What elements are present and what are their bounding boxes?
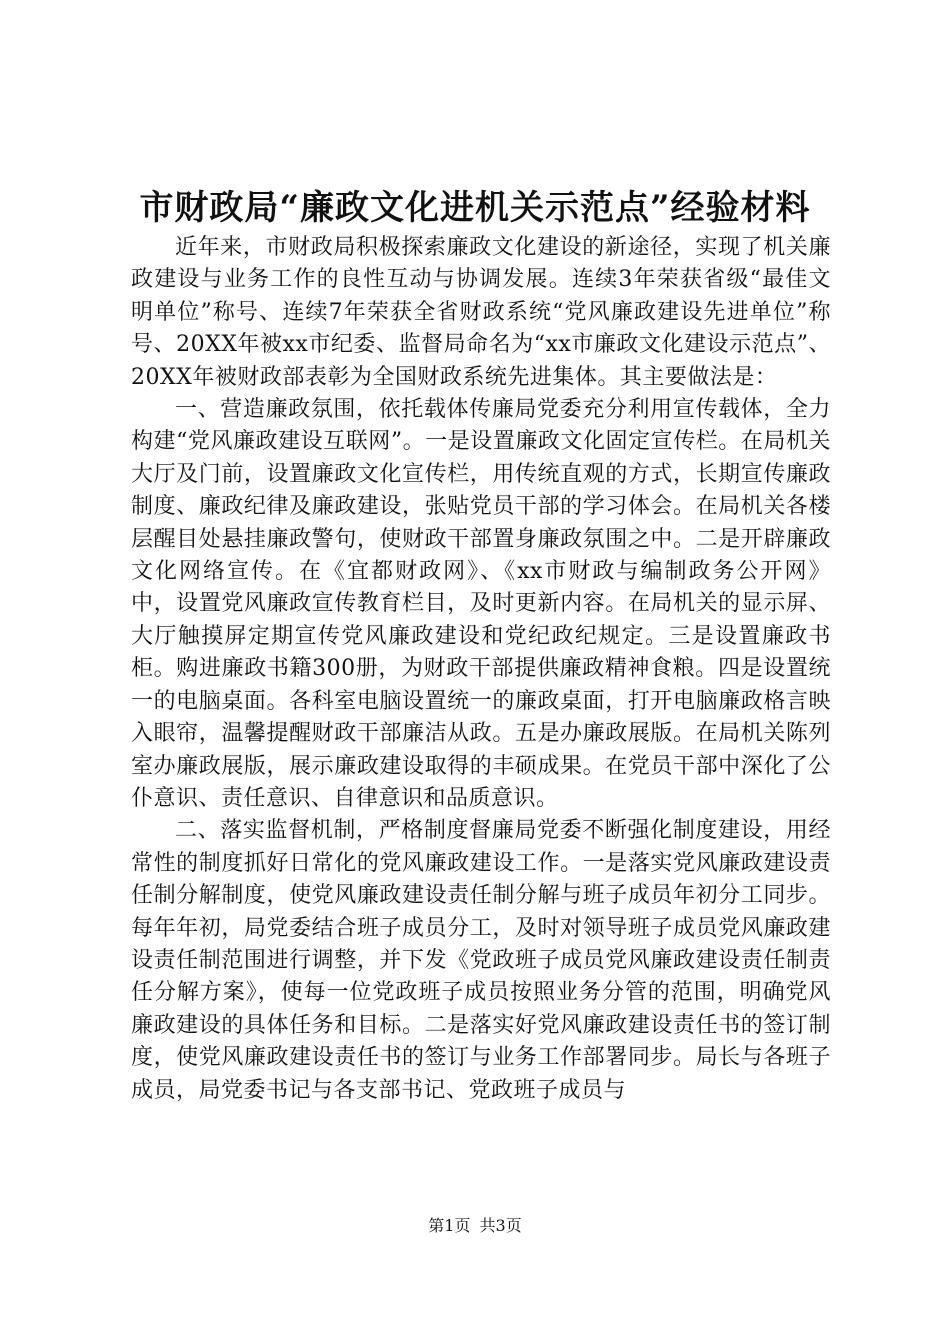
page-number: 第1页	[428, 1216, 471, 1235]
document-body	[131, 232, 831, 1107]
paragraph-section-one: 一、营造廉政氛围，依托载体传廉局党委充分利用宣传载体，全力构建“党风廉政建设互联网”。一是设置廉政文化固定宣传栏。在局机关大厅及门前，设置廉政文化宣传栏，用传统直观的方式，长期宣传廉政制度、廉政纪律及廉政建设，张贴党员干部的学习体会。在局机关各楼层醒目处悬挂廉政警句，使财政干部置身廉政氛围之中。二是开辟廉政文化网络宣传。在《宜都财政网》、《xx市财政与编制政务公开网》中，设置党风廉政宣传教育栏目，及时更新内容。在局机关的显示屏、大厅触摸屏定期宣传党风廉政建设和党纪政纪规定。三是设置廉政书柜。购进廉政书籍300册，为财政干部提供廉政精神食粮。四是设置统一的电脑桌面。各科室电脑设置统一的廉政桌面，打开电脑廉政格言映入眼帘，温馨提醒财政干部廉洁从政。五是办廉政展版。在局机关陈列室办廉政展版，展示廉政建设取得的丰硕成果。在党员干部中深化了公仆意识、责任意识、自律意识和品质意识。	[131, 397, 831, 811]
paragraph-intro: 近年来，市财政局积极探索廉政文化建设的新途径，实现了机关廉政建设与业务工作的良性互动与协调发展。连续3年荣获省级“最佳文明单位”称号、连续7年荣获全省财政系统“党风廉政建设先进单位”称号、20XX年被xx市纪委、监督局命名为“xx市廉政文化建设示范点”、20XX年被财政部表彰为全国财政系统先进集体。其主要做法是：	[131, 235, 831, 390]
page-total: 共3页	[479, 1216, 522, 1235]
page-footer	[0, 1214, 950, 1238]
paragraph-section-two: 二、落实监督机制，严格制度督廉局党委不断强化制度建设，用经常性的制度抓好日常化的党风廉政建设工作。一是落实党风廉政建设责任制分解制度，使党风廉政建设责任制分解与班子成员年初分工同步。每年年初，局党委结合班子成员分工，及时对领导班子成员党风廉政建设责任制范围进行调整，并下发《党政班子成员党风廉政建设责任制责任分解方案》，使每一位党政班子成员按照业务分管的范围，明确党风廉政建设的具体任务和目标。二是落实好党风廉政建设责任书的签订制度，使党风廉政建设责任书的签订与业务工作部署同步。局长与各班子成员，局党委书记与各支部书记、党政班子成员与	[131, 818, 831, 1103]
document-title: 市财政局“廉政文化进机关示范点”经验材料	[139, 188, 811, 228]
